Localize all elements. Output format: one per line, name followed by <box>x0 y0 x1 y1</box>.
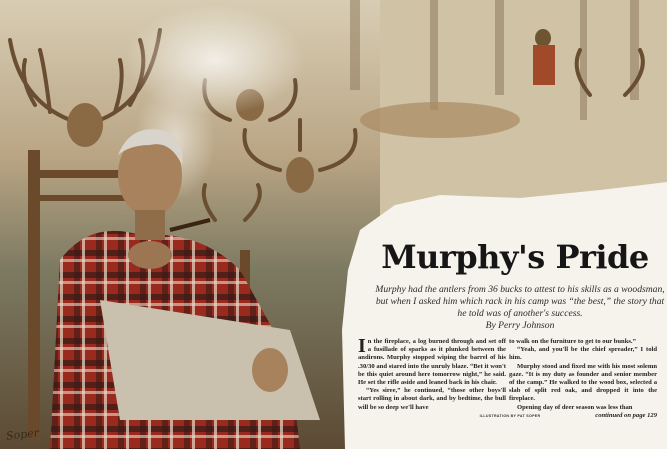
paragraph: n the fireplace, a log burned through and set off a fusillade of sparks as it plunked between the andirons. Murphy stopped wiping the barrel of his .30/30 and stared into the unruly blaze. “Bet it won't be this quiet around here tomorrow night,” he said. He set the rifle aside and leaned back in his chair. <box>358 338 506 387</box>
artist-signature: Soper <box>5 426 40 443</box>
paragraph: to walk on the furniture to get to our bunks.” <box>509 338 636 345</box>
paragraph: “Yes siree,” he continued, “those other boys'll start rolling in about dark, and by bedtime, the bull will be so deep we'll have <box>358 387 506 411</box>
paragraph: “Yeah, and you'll be the chief spreader,” I told him. <box>509 346 657 362</box>
article-title: Murphy's Pride <box>381 238 649 276</box>
drop-cap: I <box>358 335 366 357</box>
paragraph: Opening day of deer season was less than <box>517 403 633 411</box>
byline: By Perry Johnson <box>485 320 555 331</box>
illustration-credit: ILLUSTRATION BY PAT SOPER <box>479 414 541 418</box>
paragraph: Murphy stood and fixed me with his most solemn gaze. “It is my duty as founder and senior member of the camp.” He walked to the wood box, selected a slab of split red oak, and dropped it into the fireplace. <box>509 362 657 403</box>
body-column-2 <box>509 338 657 420</box>
continued-note: continued on page 129 <box>595 411 657 419</box>
article-deck: Murphy had the antlers from 36 bucks to attest to his skills as a woodsman, but when I asked him which rack in his camp was “the best,” the story that he told was of another's success. <box>375 284 665 319</box>
body-column-1 <box>358 335 506 412</box>
